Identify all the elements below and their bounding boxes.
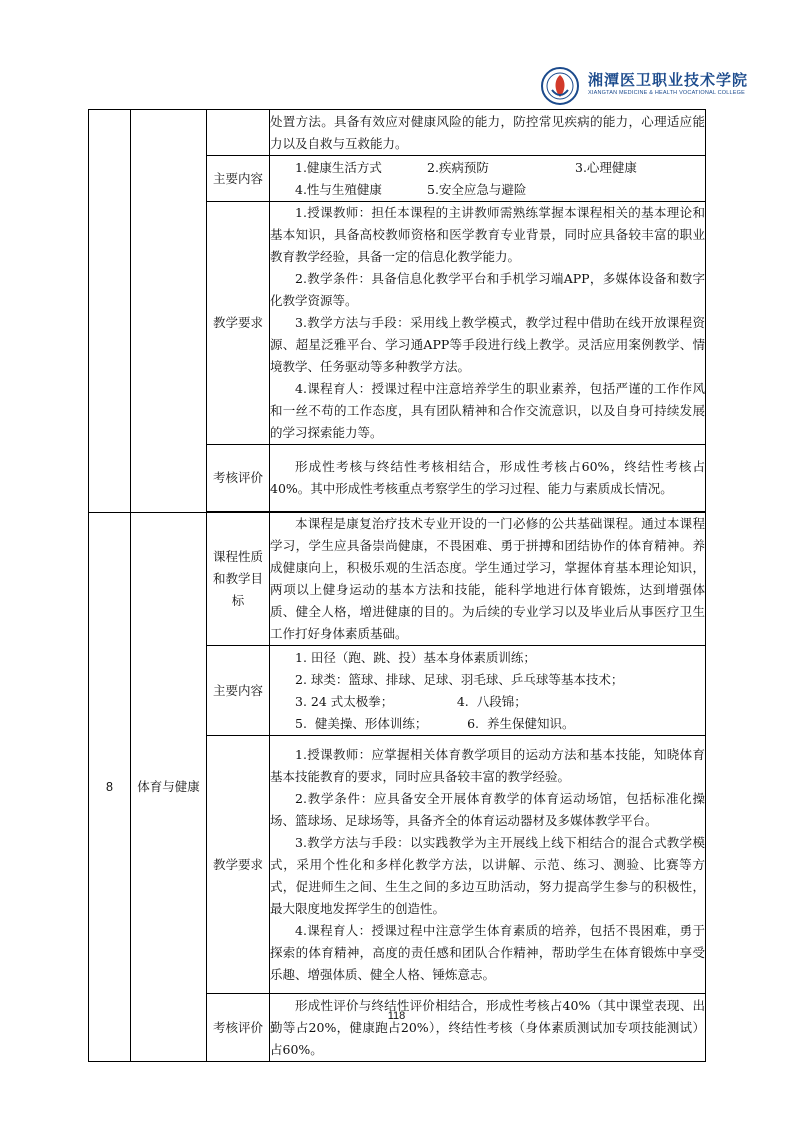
college-name: 湘潭医卫职业技术学院 bbox=[588, 71, 749, 89]
course-name-cell-empty bbox=[131, 110, 207, 513]
content-label: 主要内容 bbox=[207, 156, 270, 202]
course-number: 8 bbox=[89, 513, 131, 1062]
college-logo bbox=[540, 66, 760, 110]
nature-text: 本课程是康复治疗技术专业开设的一门必修的公共基础课程。通过本课程学习，学生应具备崇尚健康，不畏困难、勇于拼搏和团结协作的体育精神。养成健康向上，积极乐观的生活态度。学生通过学习，掌握体育基本理论知识，两项以上健身运动的基本方法和技能，能科学地进行体育锻炼，达到增强体质、健全人格，增进健康的目的。为后续的专业学习以及毕业后从事医疗卫生工作打好身体素质基础。 bbox=[270, 513, 706, 646]
content-lines: 1. 田径（跑、跳、投）基本身体素质训练； 2. 球类：篮球、排球、足球、羽毛球、乒乓球等基本技术； 3. 24 式太极拳； 4. 八段锦； 5. 健美操、形体训练； 6. 养生保健知识。 bbox=[270, 646, 706, 736]
nature-label: 课程性质和教学目标 bbox=[207, 513, 270, 646]
table-row bbox=[89, 110, 706, 156]
course-table bbox=[88, 109, 706, 1062]
assess-text: 形成性考核与终结性考核相结合，形成性考核占60%，终结性考核占40%。其中形成性考核重点考察学生的学习过程、能力与素质成长情况。 bbox=[270, 445, 706, 512]
continued-text: 处置方法。具备有效应对健康风险的能力，防控常见疾病的能力，心理适应能力以及自救与互救能力。 bbox=[270, 110, 706, 156]
teaching-requirements: 1.授课教师：应掌握相关体育教学项目的运动方法和基本技能，知晓体育基本技能教育的要求，同时应具备较丰富的教学经验。 2.教学条件：应具备安全开展体育教学的体育运动场馆，包括标准化操场、篮球场、足球场等，具备齐全的体育运动器材及多媒体教学平台。 3.教学方法与手段：以实践教学为主开展线上线下相结合的混合式教学模式，采用个性化和多样化教学方法，以讲解、示范、练习、测验、比赛等方式，促进师生之间、生生之间的多边互助活动，努力提高学生参与的积极性，最大限度地发挥学生的创造性。 4.课程育人：授课过程中注意学生体育素质的培养，包括不畏困难，勇于探索的体育精神，高度的责任感和团队合作精神，帮助学生在体育锻炼中享受乐趣、增强体质、健全人格、锤炼意志。 bbox=[270, 736, 706, 994]
college-name-en: XIANGTAN MEDICINE & HEALTH VOCATIONAL COLLEGE bbox=[588, 90, 746, 96]
college-emblem-icon bbox=[540, 66, 580, 106]
content-items: 1.健康生活方式 2.疾病预防 3.心理健康 4.性与生殖健康 5.安全应急与避险 bbox=[270, 156, 706, 202]
teaching-label: 教学要求 bbox=[207, 736, 270, 994]
content-label: 主要内容 bbox=[207, 646, 270, 736]
table-row bbox=[89, 513, 706, 646]
assess-label: 考核评价 bbox=[207, 445, 270, 512]
course-name: 体育与健康 bbox=[131, 513, 207, 1062]
assess-label: 考核评价 bbox=[207, 994, 270, 1062]
number-cell-empty bbox=[89, 110, 131, 513]
teaching-label: 教学要求 bbox=[207, 202, 270, 445]
page-number: 118 bbox=[387, 1010, 406, 1022]
teaching-requirements: 1.授课教师：担任本课程的主讲教师需熟练掌握本课程相关的基本理论和基本知识，具备高校教师资格和医学教育专业背景，同时应具备较丰富的职业教育教学经验，具备一定的信息化教学能力。 2.教学条件：具备信息化教学平台和手机学习端APP，多媒体设备和数字化教学资源等。 3.教学方法与手段：采用线上教学模式，教学过程中借助在线开放课程资源、超星泛雅平台、学习通APP等手段进行线上教学。灵活应用案例教学、情境教学、任务驱动等多种教学方法。 4.课程育人：授课过程中注意培养学生的职业素养，包括严谨的工作作风和一丝不苟的工作态度，具有团队精神和合作交流意识，以及自身可持续发展的学习探索能力等。 bbox=[270, 202, 706, 445]
label-cell-empty bbox=[207, 110, 270, 156]
assess-text: 形成性评价与终结性评价相结合，形成性考核占40%（其中课堂表现、出勤等占20%，健康跑占20%），终结性考核（身体素质测试加专项技能测试）占60%。 bbox=[270, 994, 706, 1062]
